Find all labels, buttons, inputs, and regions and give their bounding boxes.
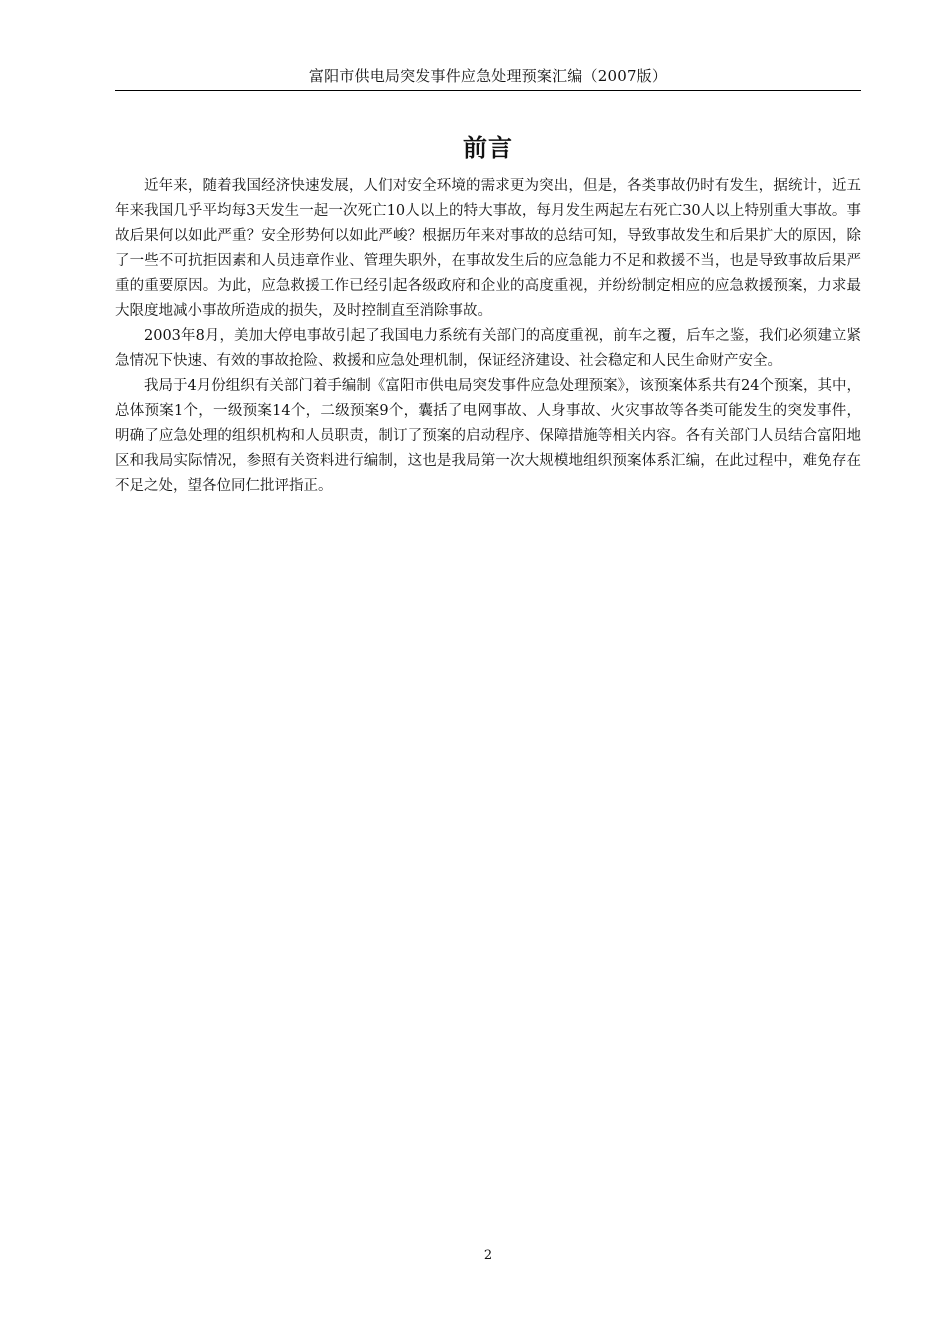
page-number: 2 [483,1248,493,1263]
page-title: 前言 [463,134,513,162]
header-rule [115,90,861,91]
paragraph-1: 近年来，随着我国经济快速发展，人们对安全环境的需求更为突出，但是，各类事故仍时有发生，据统计，近五年来我国几乎平均每3天发生一起一次死亡10人以上的特大事故，每月发生两起左右死亡30人以上特别重大事故。事故后果何以如此严重？安全形势何以如此严峻？根据历年来对事故的总结可知，导致事故发生和后果扩大的原因，除了一些不可抗拒因素和人员违章作业、管理失职外，在事故发生后的应急能力不足和救援不当，也是导致事故后果严重的重要原因。为此，应急救援工作已经引起各级政府和企业的高度重视，并纷纷制定相应的应急救援预案，力求最大限度地减小事故所造成的损失，及时控制直至消除事故。 [115,178,861,319]
body-text [115,174,861,499]
running-header: 富阳市供电局突发事件应急处理预案汇编（2007版） [308,67,668,85]
paragraph-2: 2003年8月，美加大停电事故引起了我国电力系统有关部门的高度重视，前车之覆，后车之鉴，我们必须建立紧急情况下快速、有效的事故抢险、救援和应急处理机制，保证经济建设、社会稳定和人民生命财产安全。 [115,328,861,369]
paragraph-3: 我局于4月份组织有关部门着手编制《富阳市供电局突发事件应急处理预案》，该预案体系共有24个预案，其中，总体预案1个，一级预案14个，二级预案9个，囊括了电网事故、人身事故、火灾事故等各类可能发生的突发事件，明确了应急处理的组织机构和人员职责，制订了预案的启动程序、保障措施等相关内容。各有关部门人员结合富阳地区和我局实际情况，参照有关资料进行编制，这也是我局第一次大规模地组织预案体系汇编，在此过程中，难免存在不足之处，望各位同仁批评指正。 [115,378,861,494]
